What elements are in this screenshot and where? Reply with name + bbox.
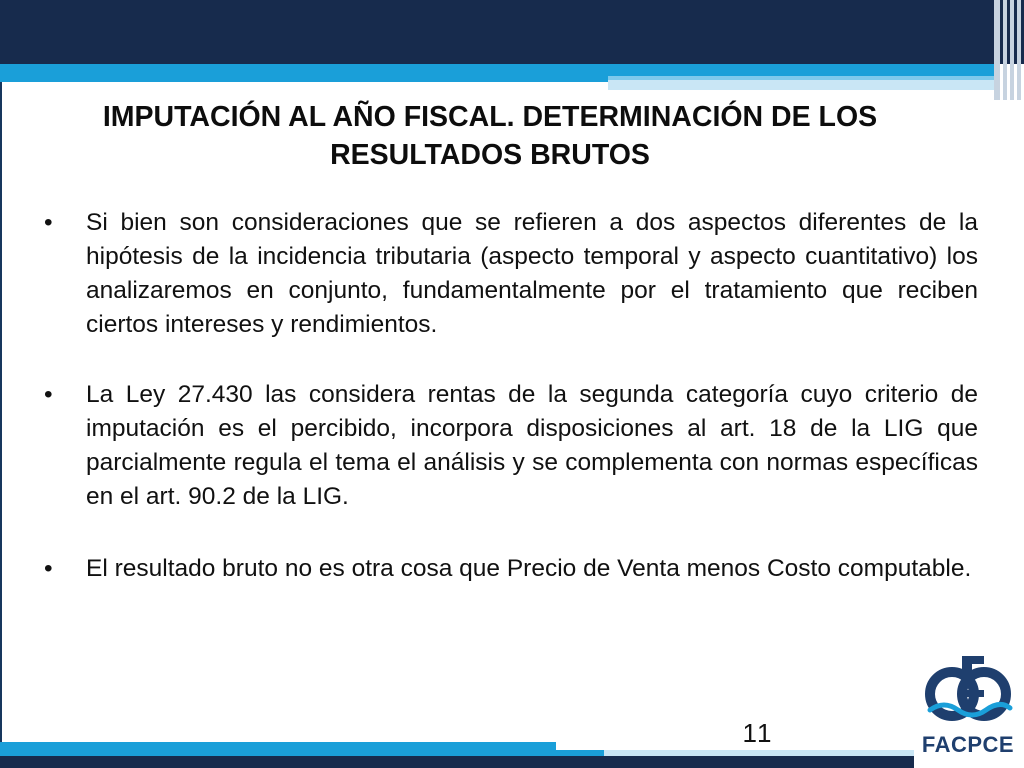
page-number: 11: [742, 718, 774, 748]
bullet-text: La Ley 27.430 las considera rentas de la segunda categoría cuyo criterio de imputación es el percibido, incorpora disposiciones al art. 18 de la LIG que parcialmente regula el tema el análisis y se complementa con normas específicas en el art. 90.2 de la LIG.: [86, 381, 978, 510]
bottom-accent-stripe: [0, 742, 556, 750]
bullet-item: [44, 378, 978, 514]
top-light-stripe: [608, 80, 1000, 90]
top-header-bar: [0, 0, 1024, 64]
facpce-logo-icon: [918, 652, 1018, 728]
bullet-item: [44, 206, 978, 342]
bullet-text: El resultado bruto no es otra cosa que Precio de Venta menos Costo computable.: [86, 555, 972, 582]
decorative-vertical-line: [1017, 0, 1021, 100]
decorative-vertical-line: [1003, 0, 1007, 100]
slide-title: IMPUTACIÓN AL AÑO FISCAL. DETERMINACIÓN DE LOS RESULTADOS BRUTOS: [102, 101, 878, 171]
top-accent-stripe-lower: [0, 76, 608, 82]
bottom-footer-bar: [0, 756, 914, 768]
decorative-vertical-line: [994, 0, 1000, 100]
decorative-vertical-line: [1010, 0, 1014, 100]
bullet-marker: •: [44, 555, 53, 582]
bullet-list: [44, 206, 978, 622]
facpce-logo: [918, 652, 1018, 762]
bullet-item: [44, 552, 978, 586]
facpce-logo-text: FACPCE: [921, 732, 1015, 757]
left-frame-line: [0, 0, 2, 768]
bullet-marker: •: [44, 381, 53, 408]
bullet-text: Si bien son consideraciones que se refieren a dos aspectos diferentes de la hipótesis de la incidencia tributaria (aspecto temporal y aspecto cuantitativo) los analizaremos en conjunto, fundamentalmente por el tratamiento que reciben ciertos intereses y rendimientos.: [86, 209, 978, 338]
top-accent-stripe: [0, 64, 1000, 76]
bullet-marker: •: [44, 209, 53, 236]
